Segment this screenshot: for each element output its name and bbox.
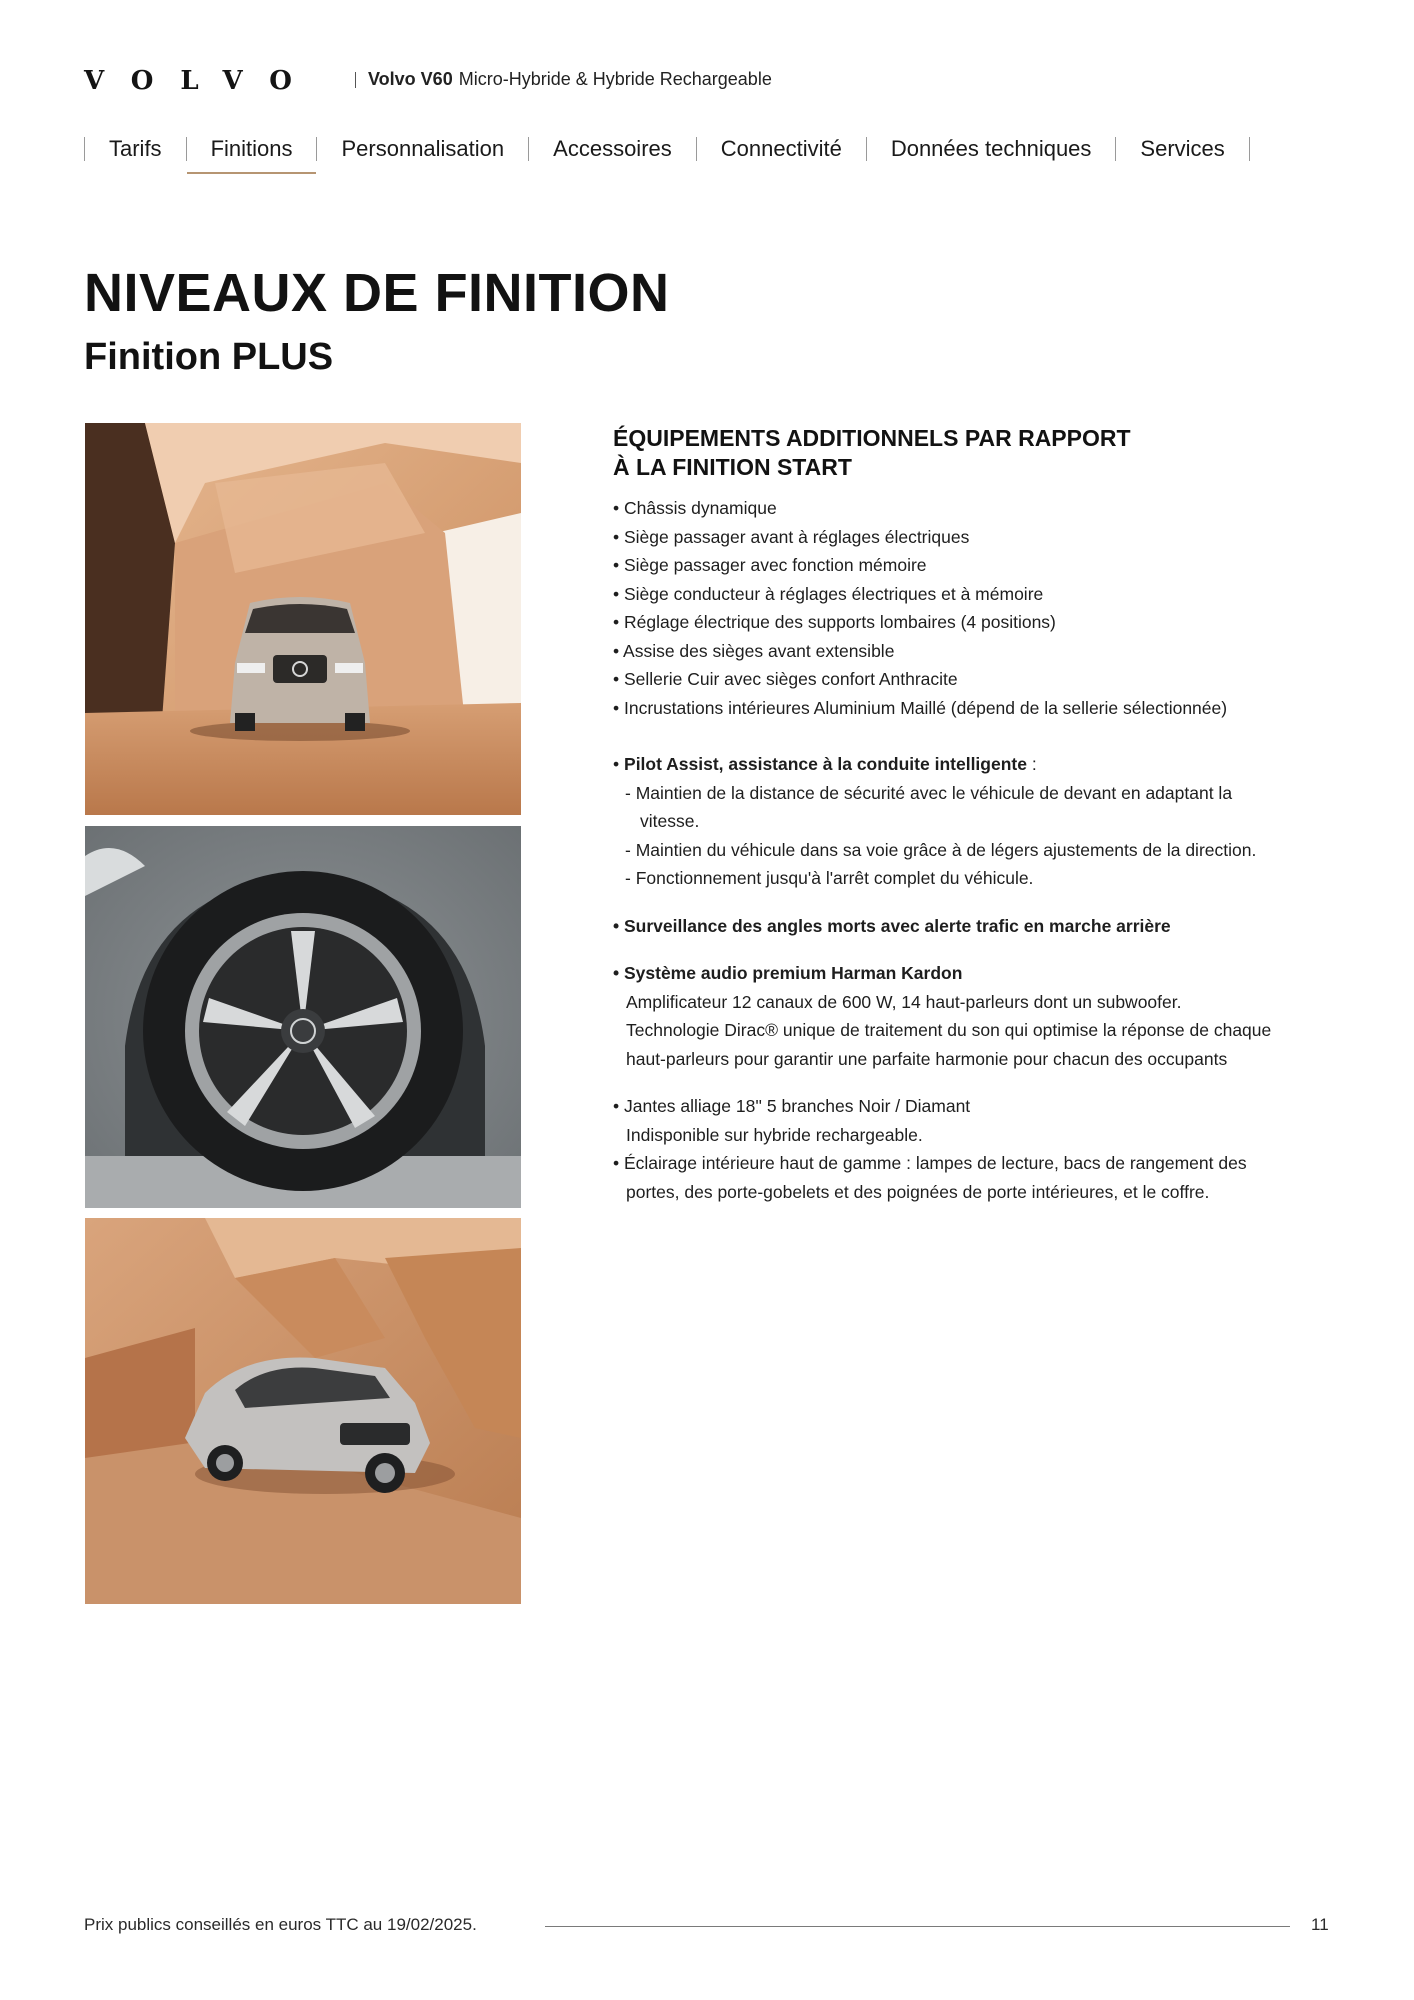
audio-item [613, 959, 1333, 988]
nav-item-connectivite[interactable]: Connectivité [720, 136, 842, 161]
nav-item-services[interactable]: Services [1140, 136, 1225, 161]
equipment-item: • Sellerie Cuir avec sièges confort Anthracite [613, 669, 958, 689]
price-disclaimer: Prix publics conseillés en euros TTC au 19/02/2025. [84, 1915, 477, 1934]
equipment-item: • Châssis dynamique [613, 498, 777, 518]
lighting-detail: portes, des porte-gobelets et des poignées de porte intérieures, et le coffre. [626, 1181, 1210, 1202]
audio-detail: Amplificateur 12 canaux de 600 W, 14 haut-parleurs dont un subwoofer. [626, 991, 1182, 1012]
pilot-assist-item [613, 750, 1333, 779]
volvo-logo [84, 66, 319, 96]
page-number: 11 [1311, 1915, 1329, 1934]
model-subtitle: Micro-Hybride & Hybride Rechargeable [458, 69, 772, 89]
pilot-assist-title: Pilot Assist, assistance à la conduite intelligente [624, 754, 1027, 774]
equipment-heading-line: À LA FINITION START [613, 454, 852, 480]
pilot-assist-detail: - Fonctionnement jusqu'à l'arrêt complet du véhicule. [625, 868, 1034, 888]
wheel-closeup-photo [85, 826, 521, 1208]
blind-spot-item [613, 912, 1333, 941]
equipment-item: • Siège passager avec fonction mémoire [613, 555, 927, 575]
equipment-heading [613, 424, 1333, 482]
document-title [368, 69, 772, 90]
equipment-item: • Siège conducteur à réglages électriques et à mémoire [613, 583, 1044, 604]
equipment-heading-line: ÉQUIPEMENTS ADDITIONNELS PAR RAPPORT [613, 425, 1131, 451]
volvo-wordmark: VOLVO [84, 66, 319, 96]
nav-item-tarifs[interactable]: Tarifs [109, 136, 162, 161]
wheels-detail: Indisponible sur hybride rechargeable. [626, 1124, 923, 1145]
header-divider [355, 72, 356, 88]
pilot-assist-detail: - Maintien de la distance de sécurité avec le véhicule de devant en adaptant la [625, 782, 1233, 803]
audio-detail: haut-parleurs pour garantir une parfaite harmonie pour chacun des occupants [626, 1048, 1228, 1069]
model-name: Volvo V60 [368, 69, 453, 89]
nav-divider [1249, 137, 1250, 161]
wheels-item: • Jantes alliage 18'' 5 branches Noir / Diamant [613, 1096, 971, 1116]
equipment-item: • Réglage électrique des supports lombaires (4 positions) [613, 612, 1056, 632]
blind-spot-title: • Surveillance des angles morts avec alerte trafic en marche arrière [613, 915, 1171, 936]
page-title: NIVEAUX DE FINITION [84, 263, 670, 323]
audio-detail: Technologie Dirac® unique de traitement du son qui optimise la réponse de chaque [626, 1020, 1272, 1040]
nav-item-finitions[interactable]: Finitions [187, 130, 317, 174]
equipment-section [613, 424, 1333, 1206]
pilot-assist-detail: vitesse. [640, 811, 700, 831]
audio-title: • Système audio premium Harman Kardon [613, 963, 963, 983]
pilot-assist-detail: - Maintien du véhicule dans sa voie grâce à de légers ajustements de la direction. [625, 839, 1257, 860]
nav-item-donnees-techniques[interactable]: Données techniques [890, 136, 1092, 161]
equipment-item: • Assise des sièges avant extensible [613, 640, 895, 661]
lighting-item: • Éclairage intérieure haut de gamme : lampes de lecture, bacs de rangement des [613, 1153, 1247, 1173]
bullet: • [613, 754, 620, 774]
section-nav [84, 130, 1334, 178]
car-front-photo [85, 423, 521, 815]
equipment-item: • Incrustations intérieures Aluminium Maillé (dépend de la sellerie sélectionnée) [613, 697, 1228, 718]
footer-divider [545, 1926, 1290, 1927]
nav-item-accessoires[interactable]: Accessoires [553, 136, 672, 161]
equipment-item: • Siège passager avant à réglages électriques [613, 526, 970, 547]
nav-item-personnalisation[interactable]: Personnalisation [341, 136, 505, 161]
car-side-photo [85, 1218, 521, 1604]
page-subtitle: Finition PLUS [84, 336, 334, 378]
pilot-assist-suffix: : [1026, 754, 1037, 774]
